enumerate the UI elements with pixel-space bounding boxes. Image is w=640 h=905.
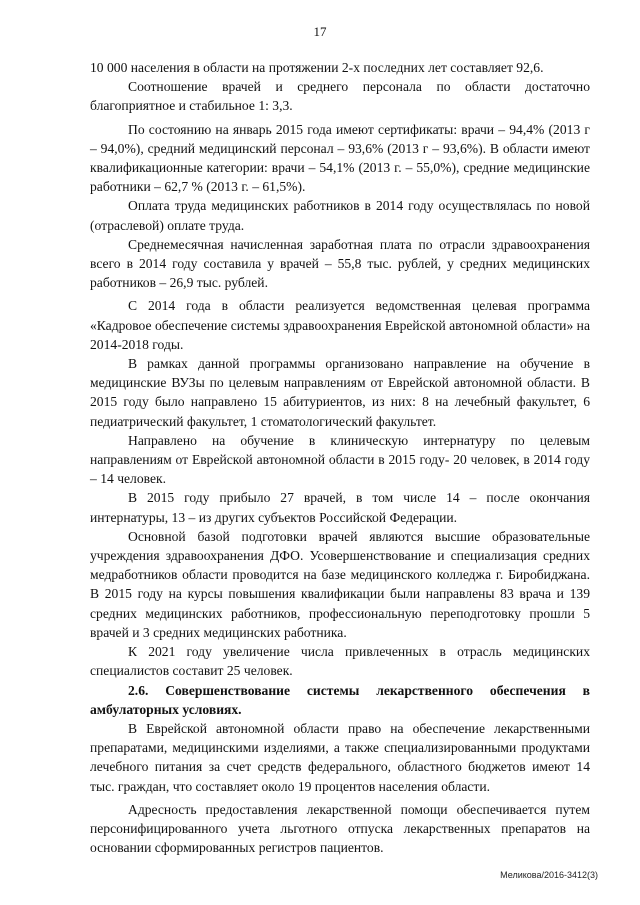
paragraph-salary: Среднемесячная начисленная заработная плата по отрасли здравоохранения всего в 2014 году составила у врачей – 55,8 тыс. рублей, у средних медицинских работников – 26,9 тыс. рублей. <box>90 236 590 291</box>
paragraph-university-training: В рамках данной программы организовано направление на обучение в медицинские ВУЗы по целевым направлениям от Еврейской автономной области. В 2015 году было направлено 15 абитуриентов, из них: 8 на лечебный факультет, 6 педиатрический факультет, 1 стоматологический факультет. <box>90 356 590 429</box>
paragraph-payment: Оплата труда медицинских работников в 2014 году осуществлялась по новой (отраслевой) оплате труда. <box>90 198 590 233</box>
paragraph-certificates: По состоянию на январь 2015 года имеют сертификаты: врачи – 94,4% (2013 г – 94,0%), средний медицинский персонал – 93,6% (2013 г – 93,6%). В области имеют квалификационные категории: врачи – 54,1% (2013 г. – 55,0%), средние медицинские работники – 62,7 % (2013 г. – 61,5%). <box>90 121 590 195</box>
paragraph-program: С 2014 года в области реализуется ведомственная целевая программа «Кадровое обеспечение системы здравоохранения Еврейской автономной области» на 2014-2018 годы. <box>90 298 590 352</box>
paragraph-training-base: Основной базой подготовки врачей являются высшие образовательные учреждения здравоохранения ДФО. Усовершенствование и специализация средних медработников области проводится на базе медицинского колледжа г. Биробиджана. В 2015 году на курсы повышения квалификации были направлены 83 врача и 139 средних медицинских работников, профессиональную переподготовку прошли 5 врачей и 3 средних медицинских работника. <box>90 528 590 640</box>
document-body <box>90 58 590 857</box>
section-heading: 2.6. Совершенствование системы лекарственного обеспечения в амбулаторных условиях. <box>90 682 590 717</box>
paragraph-forecast: К 2021 году увеличение числа привлеченных в отрасль медицинских специалистов составит 25 человек. <box>90 644 590 679</box>
page-number: 17 <box>313 24 327 39</box>
paragraph-arrived-doctors: В 2015 году прибыло 27 врачей, в том числе 14 – после окончания интернатуры, 13 – из других субъектов Российской Федерации. <box>90 490 590 525</box>
paragraph-staff-ratio: Соотношение врачей и среднего персонала по области достаточно благоприятное и стабильное 1: 3,3. <box>90 79 590 114</box>
paragraph-population-ratio: 10 000 населения в области на протяжении 2-х последних лет составляет 92,6. <box>90 60 544 75</box>
paragraph-drug-right: В Еврейской автономной области право на обеспечение лекарственными препаратами, медицинскими изделиями, а также специализированными продуктами лечебного питания за счет средств федерального, областного бюджетов имеют 14 тыс. граждан, что составляет около 19 процентов населения области. <box>90 720 590 794</box>
paragraph-internship: Направлено на обучение в клиническую интернатуру по целевым направлениям от Еврейской автономной области в 2015 году- 20 человек, в 2014 году – 14 человек. <box>90 432 590 487</box>
paragraph-drug-targeting: Адресность предоставления лекарственной помощи обеспечивается путем персонифицированного учета льготного отпуска лекарственных препаратов на основании сформированных регистров пациентов. <box>90 801 590 856</box>
footer-document-code: Меликова/2016-3412(3) <box>500 870 598 880</box>
